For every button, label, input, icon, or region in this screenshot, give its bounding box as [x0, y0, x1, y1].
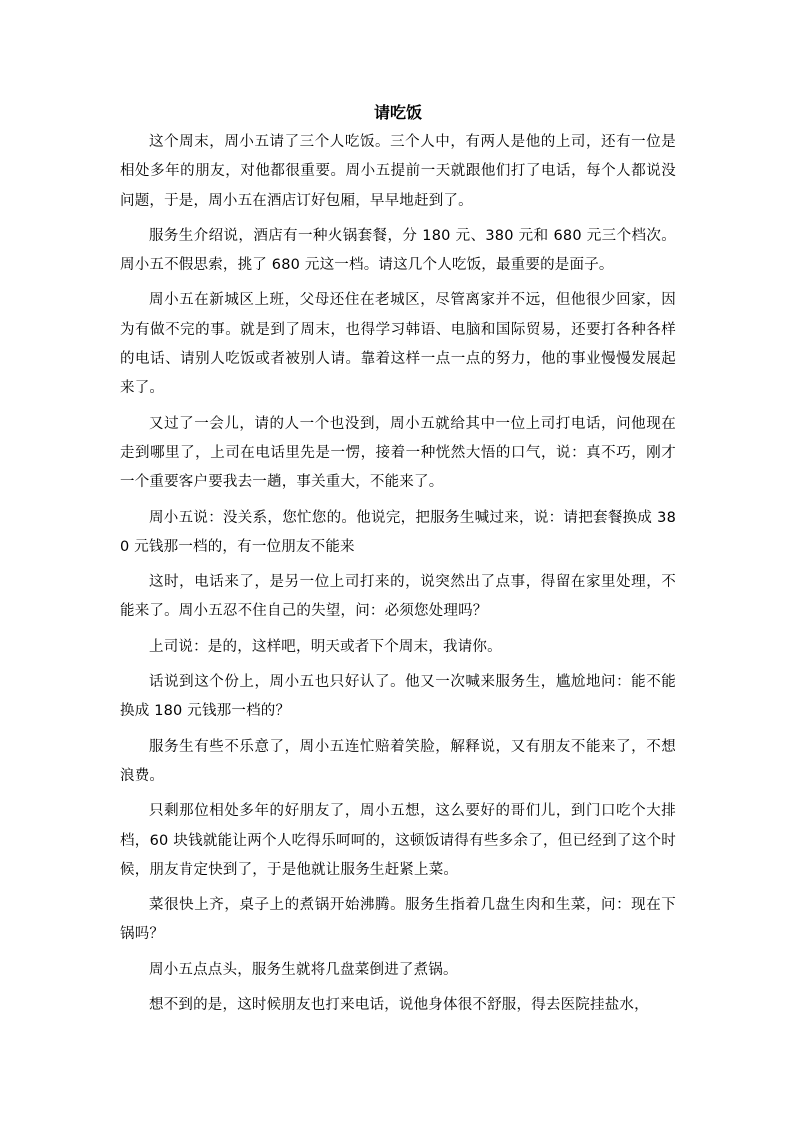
paragraph-12: 周小五点点头，服务生就将几盘菜倒进了煮锅。: [149, 961, 458, 978]
paragraph-1: 这个周末，周小五请了三个人吃饭。三个人中，有两人是他的上司，还有一位是相处多年的朋友，对他都很重要。周小五提前一天就跟他们打了电话，每个人都说没问题，于是，周小五在酒店订好包厢，早早地赶到了。: [120, 134, 676, 209]
paragraph-8: 话说到这个份上，周小五也只好认了。他又一次喊来服务生，尴尬地问：能不能换成 180 元钱那一档的？: [120, 674, 676, 720]
paragraph-10: 只剩那位相处多年的好朋友了，周小五想，这么要好的哥们儿，到门口吃个大排档，60 块钱就能让两个人吃得乐呵呵的，这顿饭请得有些多余了，但已经到了这个时候，朋友肯定快到了，于是他就让服务生赶紧上菜。: [120, 803, 676, 878]
paragraph-2: 服务生介绍说，酒店有一种火锅套餐，分 180 元、380 元和 680 元三个档次。周小五不假思索，挑了 680 元这一档。请这几个人吃饭，最重要的是面子。: [120, 227, 676, 274]
paragraph-11: 菜很快上齐，桌子上的煮锅开始沸腾。服务生指着几盘生肉和生菜，问：现在下锅吗？: [120, 897, 676, 943]
paragraph-9: 服务生有些不乐意了，周小五连忙赔着笑脸，解释说，又有朋友不能来了，不想浪费。: [120, 738, 676, 784]
paragraph-13: 想不到的是，这时候朋友也打来电话，说他身体很不舒服，得去医院挂盐水，: [149, 997, 649, 1014]
paragraph-7: 上司说：是的，这样吧，明天或者下个周末，我请你。: [149, 638, 502, 655]
document-page: [120, 102, 676, 1026]
document-title: 请吃饭: [373, 103, 422, 122]
paragraph-4: 又过了一会儿，请的人一个也没到，周小五就给其中一位上司打电话，问他现在走到哪里了，上司在电话里先是一愣，接着一种恍然大悟的口气，说：真不巧，刚才一个重要客户要我去一趟，事关重大，不能来了。: [120, 415, 676, 491]
paragraph-3: 周小五在新城区上班，父母还住在老城区，尽管离家并不远，但他很少回家，因为有做不完的事。就是到了周末，也得学习韩语、电脑和国际贸易，还要打各种各样的电话、请别人吃饭或者被别人请。靠着这样一点一点的努力，他的事业慢慢发展起来了。: [120, 292, 676, 397]
paragraph-5: 周小五说：没关系，您忙您的。他说完，把服务生喊过来，说：请把套餐换成 380 元钱那一档的，有一位朋友不能来: [120, 509, 676, 555]
paragraph-6: 这时，电话来了，是另一位上司打来的，说突然出了点事，得留在家里处理，不能来了。周小五忍不住自己的失望，问：必须您处理吗？: [120, 574, 676, 620]
